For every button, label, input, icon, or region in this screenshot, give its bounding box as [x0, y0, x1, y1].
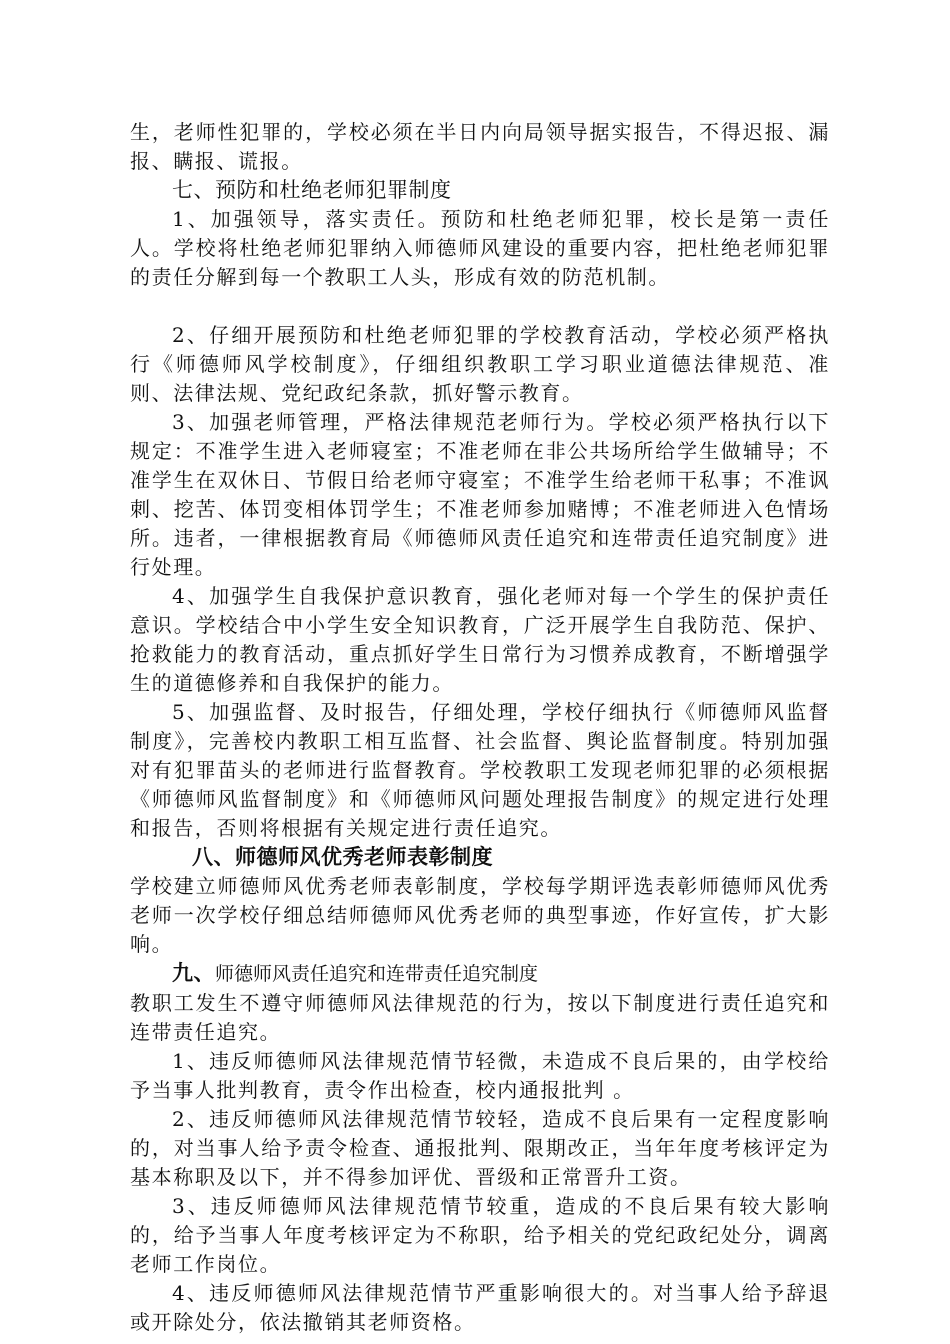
paragraph-9-2: 2、违反师德师风法律规范情节较轻，造成不良后果有一定程度影响的，对当事人给予责令检查、通报批判、限期改正，当年年度考核评定为基本称职及以下，并不得参加评优、晋级和正常晋升工资。	[130, 1107, 830, 1189]
section-heading-8: 八、师德师风优秀老师表彰制度	[192, 845, 493, 869]
paragraph-7-4: 4、加强学生自我保护意识教育，强化老师对每一个学生的保护责任意识。学校结合中小学生安全知识教育，广泛开展学生自我防范、保护、抢救能力的教育活动，重点抓好学生日常行为习惯养成教育，不断增强学生的道德修养和自我保护的能力。	[130, 584, 830, 695]
section-heading-9-number: 九、	[172, 961, 215, 985]
section-heading-9	[130, 959, 830, 989]
paragraph-9: 教职工发生不遵守师德师风法律规范的行为，按以下制度进行责任追究和连带责任追究。	[130, 991, 830, 1044]
paragraph-continuation: 生，老师性犯罪的，学校必须在半日内向局领导据实报告，不得迟报、漏报、瞒报、谎报。	[130, 120, 830, 173]
section-heading-7: 七、预防和杜绝老师犯罪制度	[172, 178, 452, 202]
paragraph-7-2: 2、仔细开展预防和杜绝老师犯罪的学校教育活动，学校必须严格执行《师德师风学校制度》，仔细组织教职工学习职业道德法律规范、准则、法律法规、党纪政纪条款，抓好警示教育。	[130, 323, 830, 405]
document-body	[130, 118, 830, 1337]
paragraph-9-1: 1、违反师德师风法律规范情节轻微，未造成不良后果的，由学校给予当事人批判教育，责令作出检查，校内通报批判 。	[130, 1049, 830, 1102]
paragraph-7-3: 3、加强老师管理，严格法律规范老师行为。学校必须严格执行以下规定：不准学生进入老师寝室；不准老师在非公共场所给学生做辅导；不准学生在双休日、节假日给老师守寝室；不准学生给老师干私事；不准讽刺、挖苦、体罚变相体罚学生；不准老师参加赌博；不准老师进入色情场所。违者，一律根据教育局《师德师风责任追究和连带责任追究制度》进行处理。	[130, 410, 830, 579]
section-heading-9-title: 师德师风责任追究和连带责任追究制度	[215, 963, 539, 985]
paragraph-7-5: 5、加强监督、及时报告，仔细处理，学校仔细执行《师德师风监督制度》，完善校内教职工相互监督、社会监督、舆论监督制度。特别加强对有犯罪苗头的老师进行监督教育。学校教职工发现老师犯罪的必须根据《师德师风监督制度》和《师德师风问题处理报告制度》的规定进行处理和报告，否则将根据有关规定进行责任追究。	[130, 700, 830, 840]
paragraph-7-1: 1、加强领导，落实责任。预防和杜绝老师犯罪，校长是第一责任人。学校将杜绝老师犯罪纳入师德师风建设的重要内容，把杜绝老师犯罪的责任分解到每一个教职工人头，形成有效的防范机制。	[130, 207, 830, 289]
paragraph-9-4: 4、违反师德师风法律规范情节严重影响很大的。对当事人给予辞退或开除处分，依法撤销其老师资格。	[130, 1281, 830, 1334]
paragraph-8: 学校建立师德师风优秀老师表彰制度，学校每学期评选表彰师德师风优秀老师一次学校仔细总结师德师风优秀老师的典型事迹，作好宣传，扩大影响。	[130, 874, 830, 956]
paragraph-9-3: 3、违反师德师风法律规范情节较重，造成的不良后果有较大影响的，给予当事人年度考核评定为不称职，给予相关的党纪政纪处分，调离老师工作岗位。	[130, 1194, 830, 1276]
